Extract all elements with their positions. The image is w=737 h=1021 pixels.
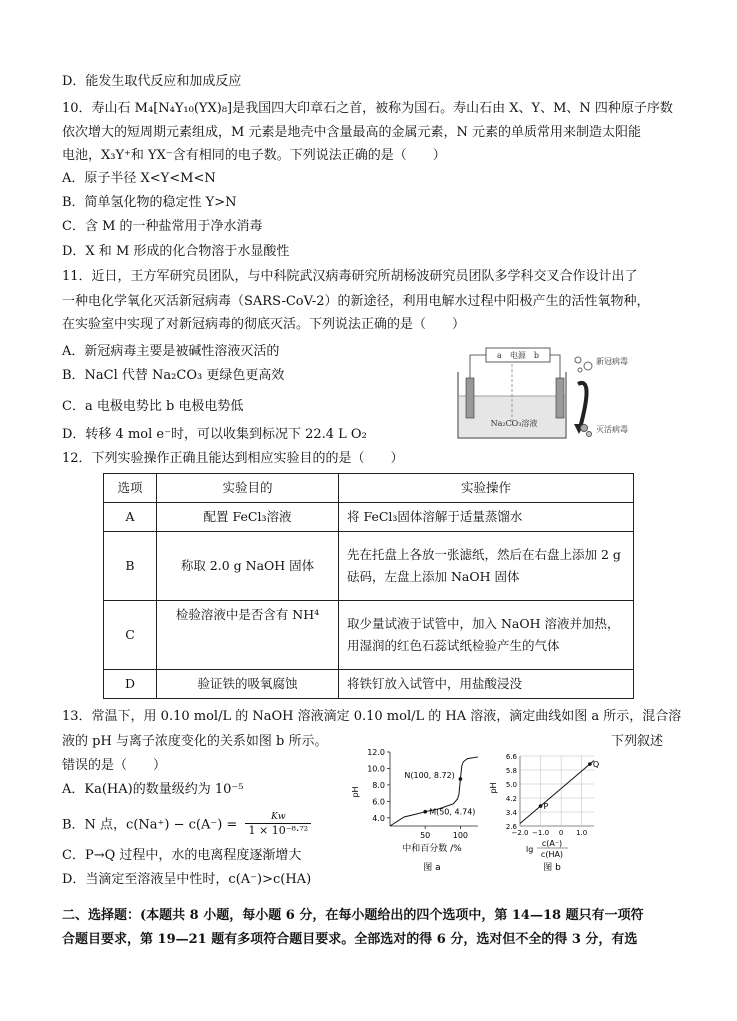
table-cell-operation: 将 FeCl₃固体溶解于适量蒸馏水 (339, 503, 634, 532)
x-tick-label: −2.0 (511, 829, 529, 837)
table-cell-option: B (104, 532, 157, 601)
data-point-label: M(50, 4.74) (429, 807, 476, 817)
q11-stem-line1: 11．近日，王方军研究员团队，与中科院武汉病毒研究所胡杨波研究员团队多学科交叉合作设计出了 (62, 269, 638, 284)
y-tick-label: 6.0 (372, 797, 385, 807)
y-tick-label: 6.6 (505, 753, 517, 761)
table-header: 实验目的 (157, 474, 339, 503)
q13-option-b-lhs: B．N 点，c(Na⁺) − c(A⁻) = (62, 817, 238, 833)
inactivated-label: 灭活病毒 (596, 425, 628, 434)
power-supply-label: a 电源 b (497, 351, 539, 360)
x-axis-label: 中和百分数 /% (402, 844, 462, 854)
y-axis-label: pH (489, 782, 498, 794)
q10-option-c: C．含 M 的一种盐常用于净水消毒 (62, 219, 263, 234)
chart-title: 图 a (423, 863, 441, 873)
table-cell-purpose: 检验溶液中是否含有 NH⁴ (157, 601, 339, 670)
q11-option-d: D．转移 4 mol e⁻时，可以收集到标况下 22.4 L O₂ (62, 427, 367, 442)
q13-stem-line2-end: 下列叙述 (611, 734, 664, 749)
q10-option-b: B．简单氢化物的稳定性 Y>N (62, 195, 237, 210)
table-cell-operation: 取少量试液于试管中，加入 NaOH 溶液并加热，用湿润的红色石蕊试纸检验产生的气体 (339, 601, 634, 670)
q13-option-b (62, 812, 311, 838)
solution-label: Na₂CO₃溶液 (490, 419, 538, 428)
electrolysis-diagram (456, 346, 636, 442)
table-row (104, 601, 634, 670)
y-tick-label: 4.0 (372, 813, 385, 823)
table-row (104, 503, 634, 532)
x-axis-label-numerator: c(A⁻) (541, 839, 563, 848)
data-point (588, 762, 592, 766)
x-axis-label-prefix: lg (526, 845, 534, 854)
x-tick-label: 1.0 (576, 829, 588, 837)
titration-curve-chart (350, 748, 492, 874)
table-cell-operation: 先在托盘上各放一张滤纸，然后在右盘上添加 2 g 砝码，左盘上添加 NaOH 固体 (339, 532, 634, 601)
table-cell-purpose: 配置 FeCl₃溶液 (157, 503, 339, 532)
q10-stem-line2: 依次增大的短周期元素组成，M 元素是地壳中含量最高的金属元素，N 元素的单质常用来制造太阳能 (62, 125, 641, 140)
fraction-numerator: Kw (271, 812, 286, 822)
x-tick-label: 0 (558, 829, 564, 837)
table-cell-purpose: 验证铁的吸氧腐蚀 (157, 670, 339, 699)
data-point (539, 804, 543, 808)
q13-option-d: D．当滴定至溶液呈中性时，c(A⁻)>c(HA) (62, 872, 312, 887)
data-point-label: Q (592, 760, 600, 770)
y-tick-label: 8.0 (372, 780, 385, 790)
table-header: 实验操作 (339, 474, 634, 503)
table-cell-operation: 将铁钉放入试管中，用盐酸浸没 (339, 670, 634, 699)
data-point (459, 777, 463, 781)
table-cell-purpose: 称取 2.0 g NaOH 固体 (157, 532, 339, 601)
y-tick-label: 12.0 (367, 748, 385, 757)
virus-label: 新冠病毒 (596, 357, 628, 366)
y-tick-label: 5.8 (505, 767, 517, 775)
data-point-label: P (543, 802, 549, 812)
table-cell-option: D (104, 670, 157, 699)
q11-stem-line2: 一种电化学氧化灭活新冠病毒（SARS-CoV-2）的新途径，利用电解水过程中阳极产生的活性氧物种， (62, 294, 650, 309)
q13-stem-line3: 错误的是（ ） (62, 758, 167, 773)
chart-title: 图 b (543, 863, 561, 873)
section2-line2: 合题目要求，第 19—21 题有多项符合题目要求。全部选对的得 6 分，选对但不全的得 3 分，有选 (62, 932, 638, 947)
data-point-label: N(100, 8.72) (404, 770, 455, 780)
x-axis-label-denominator: c(HA) (540, 850, 564, 859)
experiment-table (103, 473, 634, 699)
q10-stem-line3: 电池，X₃Y⁺和 YX⁻含有相同的电子数。下列说法正确的是（ ） (62, 148, 446, 163)
q10-stem-line1: 10．寿山石 M₄[N₄Y₁₀(YX)₈]是我国四大印章石之首，被称为国石。寿山石由 X、Y、M、N 四种原子序数 (62, 101, 673, 116)
q10-option-a: A．原子半径 X<Y<M<N (62, 171, 216, 186)
section2-line1: 二、选择题：(本题共 8 小题，每小题 6 分，在每小题给出的四个选项中，第 14—18 题只有一项符 (62, 908, 644, 923)
table-row (104, 670, 634, 699)
y-tick-label: 5.0 (505, 781, 517, 789)
q12-stem: 12．下列实验操作正确且能达到相应实验目的的是（ ） (62, 451, 404, 466)
y-axis-label: pH (351, 786, 360, 798)
table-row (104, 532, 634, 601)
q11-stem-line3: 在实验室中实现了对新冠病毒的彻底灭活。下列说法正确的是（ ） (62, 317, 466, 332)
q11-option-b: B．NaCl 代替 Na₂CO₃ 更绿色更高效 (62, 368, 285, 383)
q13-stem-line2: 液的 pH 与离子浓度变化的关系如图 b 所示。 (62, 734, 328, 749)
ph-vs-lg-ratio-chart (490, 748, 600, 874)
y-tick-label: 2.6 (505, 823, 517, 831)
q9-option-d: D．能发生取代反应和加成反应 (62, 74, 242, 89)
x-tick-label: −1.0 (532, 829, 550, 837)
y-tick-label: 10.0 (367, 764, 385, 774)
q13-option-a: A．Ka(HA)的数量级约为 10⁻⁵ (62, 782, 244, 797)
table-header: 选项 (104, 474, 157, 503)
y-tick-label: 3.4 (505, 809, 517, 817)
q11-option-a: A．新冠病毒主要是被碱性溶液灭活的 (62, 344, 280, 359)
table-cell-option: C (104, 601, 157, 670)
data-point (423, 810, 427, 814)
x-tick-label: 100 (452, 831, 469, 840)
q10-option-d: D．X 和 M 形成的化合物溶于水显酸性 (62, 244, 290, 259)
table-cell-option: A (104, 503, 157, 532)
q11-option-c: C．a 电极电势比 b 电极电势低 (62, 399, 244, 414)
q13-option-c: C．P→Q 过程中，水的电离程度逐渐增大 (62, 848, 302, 863)
table-header-row (104, 474, 634, 503)
fraction-denominator: 1 × 10⁻⁸·⁷² (245, 823, 311, 838)
y-tick-label: 4.2 (505, 795, 517, 803)
q13-stem-line1: 13．常温下，用 0.10 mol/L 的 NaOH 溶液滴定 0.10 mol/L 的 HA 溶液，滴定曲线如图 a 所示，混合溶 (62, 709, 682, 724)
x-tick-label: 50 (420, 831, 431, 840)
